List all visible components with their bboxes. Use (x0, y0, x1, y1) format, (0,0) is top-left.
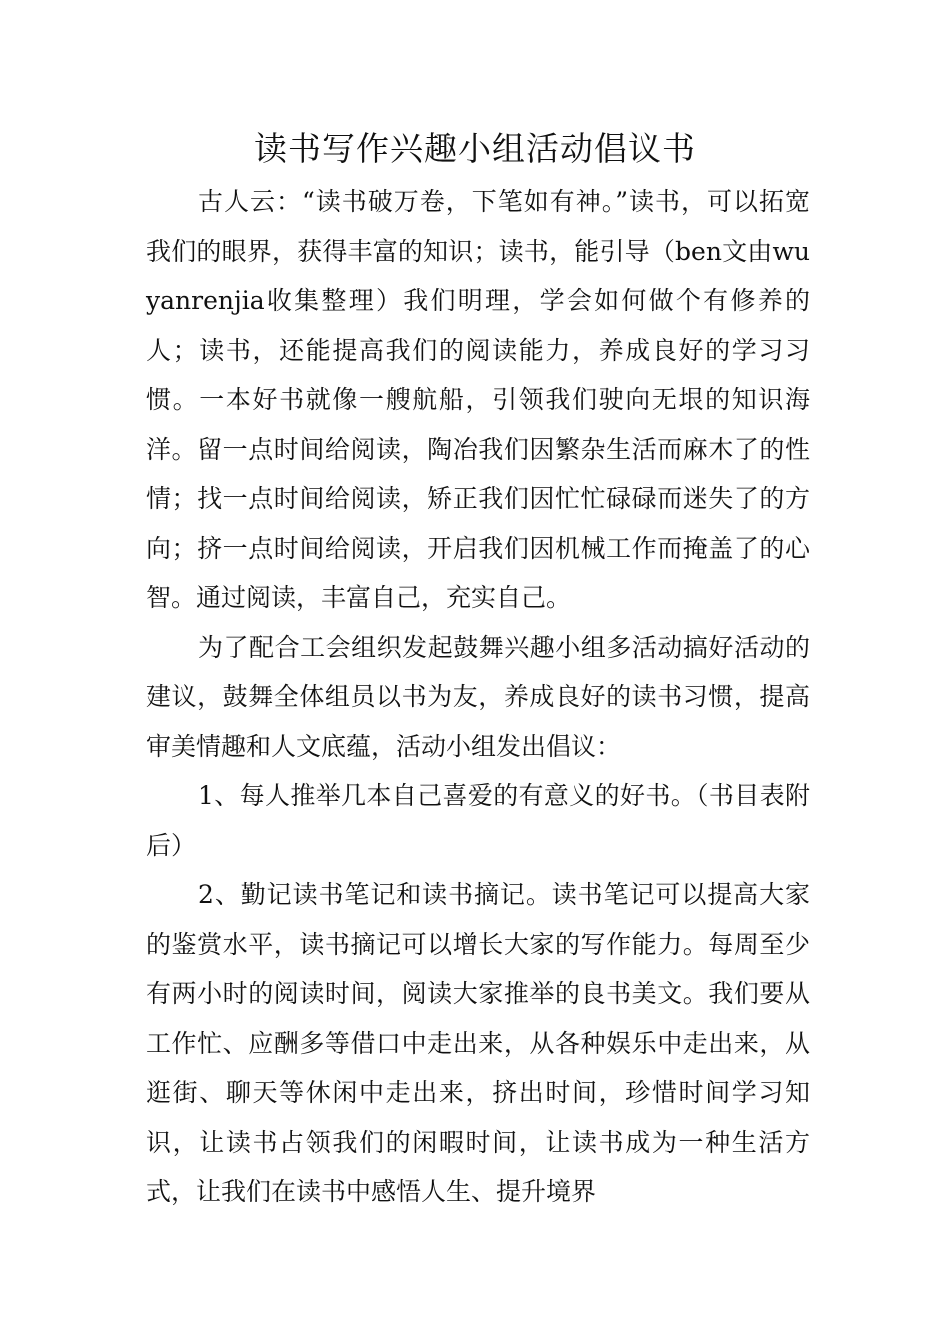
paragraph-initiative: 为了配合工会组织发起鼓舞兴趣小组多活动搞好活动的建议，鼓舞全体组员以书为友，养成良好的读书习惯，提高审美情趣和人文底蕴，活动小组发出倡议： (146, 632, 810, 761)
document-title: 读书写作兴趣小组活动倡议书 (254, 129, 696, 168)
paragraph-item-2: 2、勤记读书笔记和读书摘记。读书笔记可以提高大家的鉴赏水平，读书摘记可以增长大家的写作能力。每周至少有两小时的阅读时间，阅读大家推举的良书美文。我们要从工作忙、应酬多等借口中走出来，从各种娱乐中走出来，从逛街、聊天等休闲中走出来，挤出时间，珍惜时间学习知识，让读书占领我们的闲暇时间，让读书成为一种生活方式，让我们在读书中感悟人生、提升境界 (146, 880, 810, 1206)
paragraph-item-1: 1、每人推举几本自己喜爱的有意义的好书。（书目表附后） (146, 781, 810, 860)
document-body (146, 177, 810, 1217)
paragraph-intro: 古人云：“读书破万卷，下笔如有神。”读书，可以拓宽我们的眼界，获得丰富的知识；读书，能引导（ben文由wuyanrenjia收集整理）我们明理，学会如何做个有修养的人；读书，还能提高我们的阅读能力，养成良好的学习习惯。一本好书就像一艘航船，引领我们驶向无垠的知识海洋。留一点时间给阅读，陶冶我们因繁杂生活而麻木了的性情；找一点时间给阅读，矫正我们因忙忙碌碌而迷失了的方向；挤一点时间给阅读，开启我们因机械工作而掩盖了的心智。通过阅读，丰富自己，充实自己。 (146, 187, 810, 612)
